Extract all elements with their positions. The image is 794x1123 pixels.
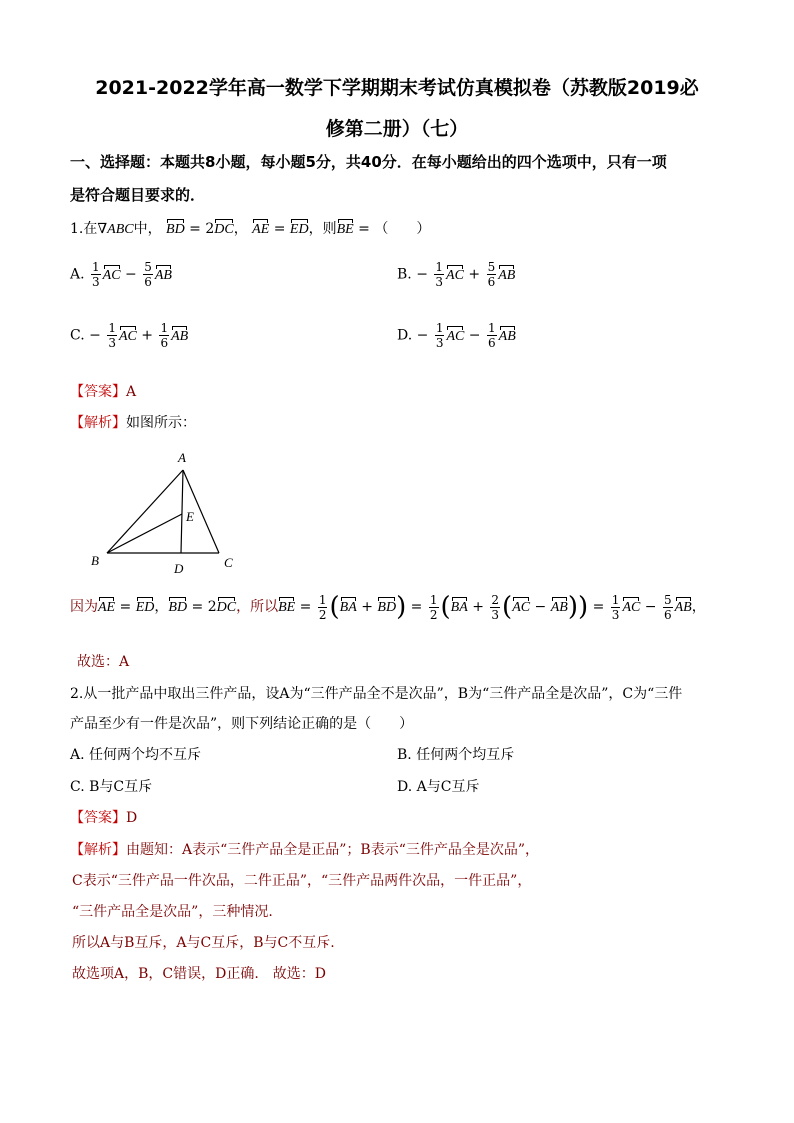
label-a: A xyxy=(178,450,186,465)
section-heading-line-2: 是符合题目要求的． xyxy=(70,186,206,204)
title-line-1: 2021-2022学年高一数学下学期期末考试仿真模拟卷（苏教版2019必 xyxy=(95,77,699,99)
triangle-lines xyxy=(107,470,219,553)
comma: ， xyxy=(233,221,248,237)
q2-option-a[interactable]: A. 任何两个均不互斥 xyxy=(70,747,202,763)
so-text: ，所以 xyxy=(236,599,279,615)
question-number: 1. xyxy=(70,221,84,237)
q1-option-a[interactable]: A. $\frac{1}{3}$ AC − $\frac{5}{6}$ AB xyxy=(70,260,172,289)
stem-text: 中， xyxy=(133,221,162,237)
segment-ab xyxy=(107,470,183,553)
label-d: D xyxy=(174,561,184,576)
triangle-name: ABC xyxy=(107,222,134,237)
q2-option-c[interactable]: C. B与C互斥 xyxy=(70,779,153,795)
q1-answer xyxy=(70,381,136,401)
analysis-label: 【解析】 xyxy=(70,415,126,431)
answer-blank: = （ ） xyxy=(358,221,431,237)
q2-analysis-line-4: 所以A与B互斥，A与C互斥，B与C不互斥. xyxy=(72,935,335,951)
q2-analysis-line-3: “三件产品全是次品”，三种情况. xyxy=(72,904,273,920)
answer-label: 【答案】 xyxy=(70,384,126,400)
title-line-2: 修第二册）（七） xyxy=(325,118,469,140)
segment-be xyxy=(107,514,182,553)
option-label: D. xyxy=(397,327,413,344)
q2-answer xyxy=(70,807,137,827)
q1-option-d[interactable]: D. − $\frac{1}{3}$ AC − $\frac{1}{6}$ AB xyxy=(397,321,516,350)
q2-analysis-line-2: C表示“三件产品一件次品，二件正品”，“三件产品两件次品，一件正品”， xyxy=(72,873,532,889)
label-b: B xyxy=(91,553,99,568)
option-label: A. xyxy=(70,266,85,283)
q1-option-b[interactable]: B. − $\frac{1}{3}$ AC + $\frac{5}{6}$ AB xyxy=(397,260,516,289)
stem-text: ，则 xyxy=(308,221,337,237)
label-c: C xyxy=(224,555,233,570)
answer-label: 【答案】 xyxy=(70,810,126,826)
vector-ae: AE xyxy=(252,218,269,238)
segment-ad xyxy=(181,470,183,553)
analysis-label: 【解析】 xyxy=(70,842,126,858)
because-text: 因为 xyxy=(70,599,98,615)
q2-option-b[interactable]: B. 任何两个均互斥 xyxy=(397,747,515,763)
label-e: E xyxy=(186,509,194,524)
question-1-stem xyxy=(70,218,430,238)
option-label: C. xyxy=(70,327,85,344)
vector-ed: ED xyxy=(290,218,309,238)
q1-option-c[interactable]: C. − $\frac{1}{3}$ AC + $\frac{1}{6}$ AB xyxy=(70,321,189,350)
q1-analysis xyxy=(70,412,196,432)
answer-value: A xyxy=(126,384,137,400)
option-label: B. xyxy=(397,266,412,283)
stem-text: 在 xyxy=(83,221,98,237)
equals: = xyxy=(273,221,286,237)
q2-analysis-line-1 xyxy=(70,839,539,859)
answer-value: D xyxy=(126,810,138,826)
triangle-symbol: ∇ xyxy=(97,221,108,237)
q1-derivation: 因为AE = ED，BD = 2DC，所以BE = $\frac{1}{2}$ (BA + BD) = $\frac{1}{2}$ (BA + $\frac{2}{3}$ (AC − AB)) = $\frac{1}{3}$ AC − $\frac{5}{6}$ AB， xyxy=(70,592,706,622)
vector-bd: BD xyxy=(166,218,185,238)
q1-result: 故选：A xyxy=(77,654,130,670)
question-2-line-1: 2.从一批产品中取出三件产品，设A为“三件产品全不是次品”，B为“三件产品全是次品”，C为“三件 xyxy=(70,686,683,702)
analysis-text: 由题知：A表示“三件产品全是正品”；B表示“三件产品全是次品”， xyxy=(126,842,540,858)
vector-dc: DC xyxy=(214,218,233,238)
analysis-text: 如图所示： xyxy=(126,415,196,431)
triangle-figure xyxy=(85,445,245,580)
section-heading-line-1: 一、选择题：本题共8小题，每小题5分，共40分．在每小题给出的四个选项中，只有一项 xyxy=(70,153,667,171)
vector-be: BE xyxy=(337,218,354,238)
q2-option-d[interactable]: D. A与C互斥 xyxy=(397,779,480,795)
equals-two: = 2 xyxy=(189,221,215,237)
q2-analysis-line-5: 故选项A，B，C错误，D正确. 故选：D xyxy=(72,966,327,982)
question-2-line-2: 产品至少有一件是次品”，则下列结论正确的是（ ） xyxy=(70,716,414,732)
